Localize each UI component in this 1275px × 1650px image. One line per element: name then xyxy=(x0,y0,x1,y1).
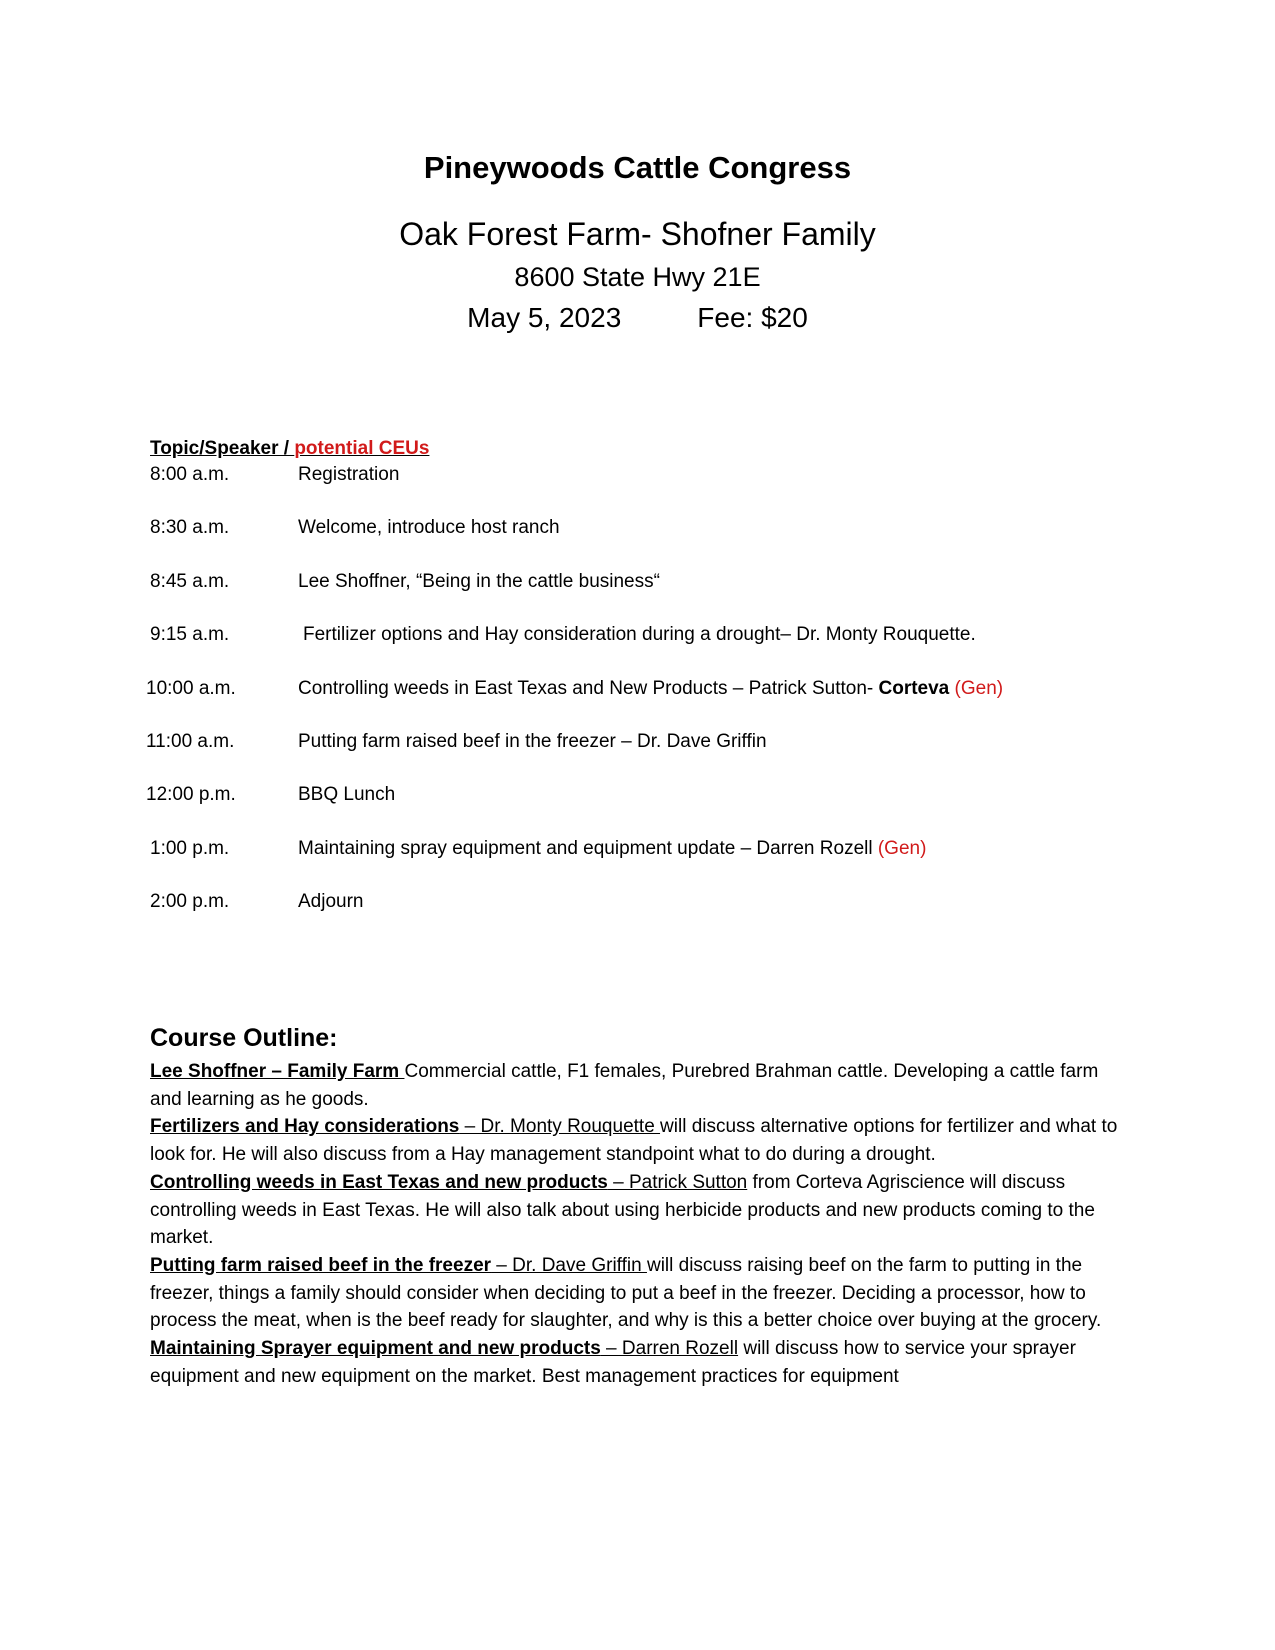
ceu-tag: (Gen) xyxy=(949,678,1004,699)
outline-topic: Lee Shoffner – Family Farm xyxy=(150,1061,405,1082)
outline-topic: Fertilizers and Hay considerations xyxy=(150,1116,460,1138)
schedule-desc xyxy=(298,678,1003,700)
outline-item xyxy=(150,1252,1130,1335)
farm-name: Oak Forest Farm- Shofner Family xyxy=(399,216,876,252)
event-fee: Fee: $20 xyxy=(697,302,808,333)
schedule-desc: BBQ Lunch xyxy=(298,784,396,805)
outline-text: will discuss alternative options for fertilizer and what to look for. He will also discuss from a Hay management standpoint what to do during a drought. xyxy=(150,1116,1118,1166)
schedule-heading xyxy=(150,438,429,460)
schedule-desc: Putting farm raised beef in the freezer – Dr. Dave Griffin xyxy=(298,731,767,752)
schedule-desc-text: Maintaining spray equipment and equipment update – Darren Rozell xyxy=(298,838,878,859)
outline-item xyxy=(150,1169,1130,1252)
outline-item xyxy=(150,1058,1130,1113)
schedule-desc: Welcome, introduce host ranch xyxy=(298,517,560,538)
outline-topic: Controlling weeds in East Texas and new products xyxy=(150,1171,608,1193)
schedule-time: 8:45 a.m. xyxy=(150,571,230,592)
outline-item xyxy=(150,1335,1130,1390)
schedule-time: 12:00 p.m. xyxy=(146,784,236,805)
schedule-desc-text: Controlling weeds in East Texas and New Products – Patrick Sutton- xyxy=(298,678,879,699)
outline-text: from Corteva Agriscience will discuss controlling weeds in East Texas. He will also talk about using herbicide products and new products coming to the market. xyxy=(150,1171,1095,1249)
schedule-desc xyxy=(298,838,926,860)
outline-text: Commercial cattle, F1 females, Purebred Brahman cattle. Developing a cattle farm and learning as he goods. xyxy=(150,1061,1099,1110)
schedule-desc: Adjourn xyxy=(298,891,364,912)
farm-address: 8600 State Hwy 21E xyxy=(514,262,761,292)
schedule-heading-main: Topic/Speaker / xyxy=(150,438,295,459)
schedule-time: 1:00 p.m. xyxy=(150,838,230,859)
schedule-heading-ceu: potential CEUs xyxy=(294,438,430,459)
outline-speaker: – Dr. Monty Rouquette xyxy=(459,1116,661,1138)
sponsor-name: Corteva xyxy=(878,678,950,699)
outline-text: will discuss how to service your sprayer equipment and new equipment on the market. Best management practices for equipment xyxy=(150,1338,1076,1387)
outline-topic: Putting farm raised beef in the freezer xyxy=(150,1254,492,1276)
schedule-time: 8:00 a.m. xyxy=(150,464,230,485)
schedule-time: 2:00 p.m. xyxy=(150,891,230,912)
event-date: May 5, 2023 xyxy=(467,302,622,333)
outline-text: will discuss raising beef on the farm to putting in the freezer, things a family should consider when deciding to put a beef in the freezer. Deciding a processor, how to process the meat, when is the beef ready for slaughter, and why is this a better choice over buying at the grocery. xyxy=(150,1254,1102,1332)
schedule-desc: Lee Shoffner, “Being in the cattle business“ xyxy=(298,571,660,592)
ceu-tag: (Gen) xyxy=(877,838,927,859)
schedule-time: 9:15 a.m. xyxy=(150,624,230,645)
outline-speaker: – Darren Rozell xyxy=(600,1338,739,1360)
outline-topic: Maintaining Sprayer equipment and new products xyxy=(150,1338,601,1360)
date-fee-line xyxy=(0,302,1275,334)
schedule-time: 8:30 a.m. xyxy=(150,517,230,538)
schedule-desc: Registration xyxy=(298,464,400,485)
schedule-time: 10:00 a.m. xyxy=(146,678,236,699)
schedule-desc: Fertilizer options and Hay consideration during a drought– Dr. Monty Rouquette. xyxy=(303,624,976,645)
schedule-time: 11:00 a.m. xyxy=(146,731,235,752)
course-outline-heading: Course Outline: xyxy=(150,1024,338,1052)
outline-item xyxy=(150,1113,1130,1168)
outline-speaker: – Dr. Dave Griffin xyxy=(491,1254,647,1276)
page-title: Pineywoods Cattle Congress xyxy=(423,150,852,185)
course-outline xyxy=(150,1058,1130,1390)
outline-speaker: – Patrick Sutton xyxy=(607,1171,748,1193)
